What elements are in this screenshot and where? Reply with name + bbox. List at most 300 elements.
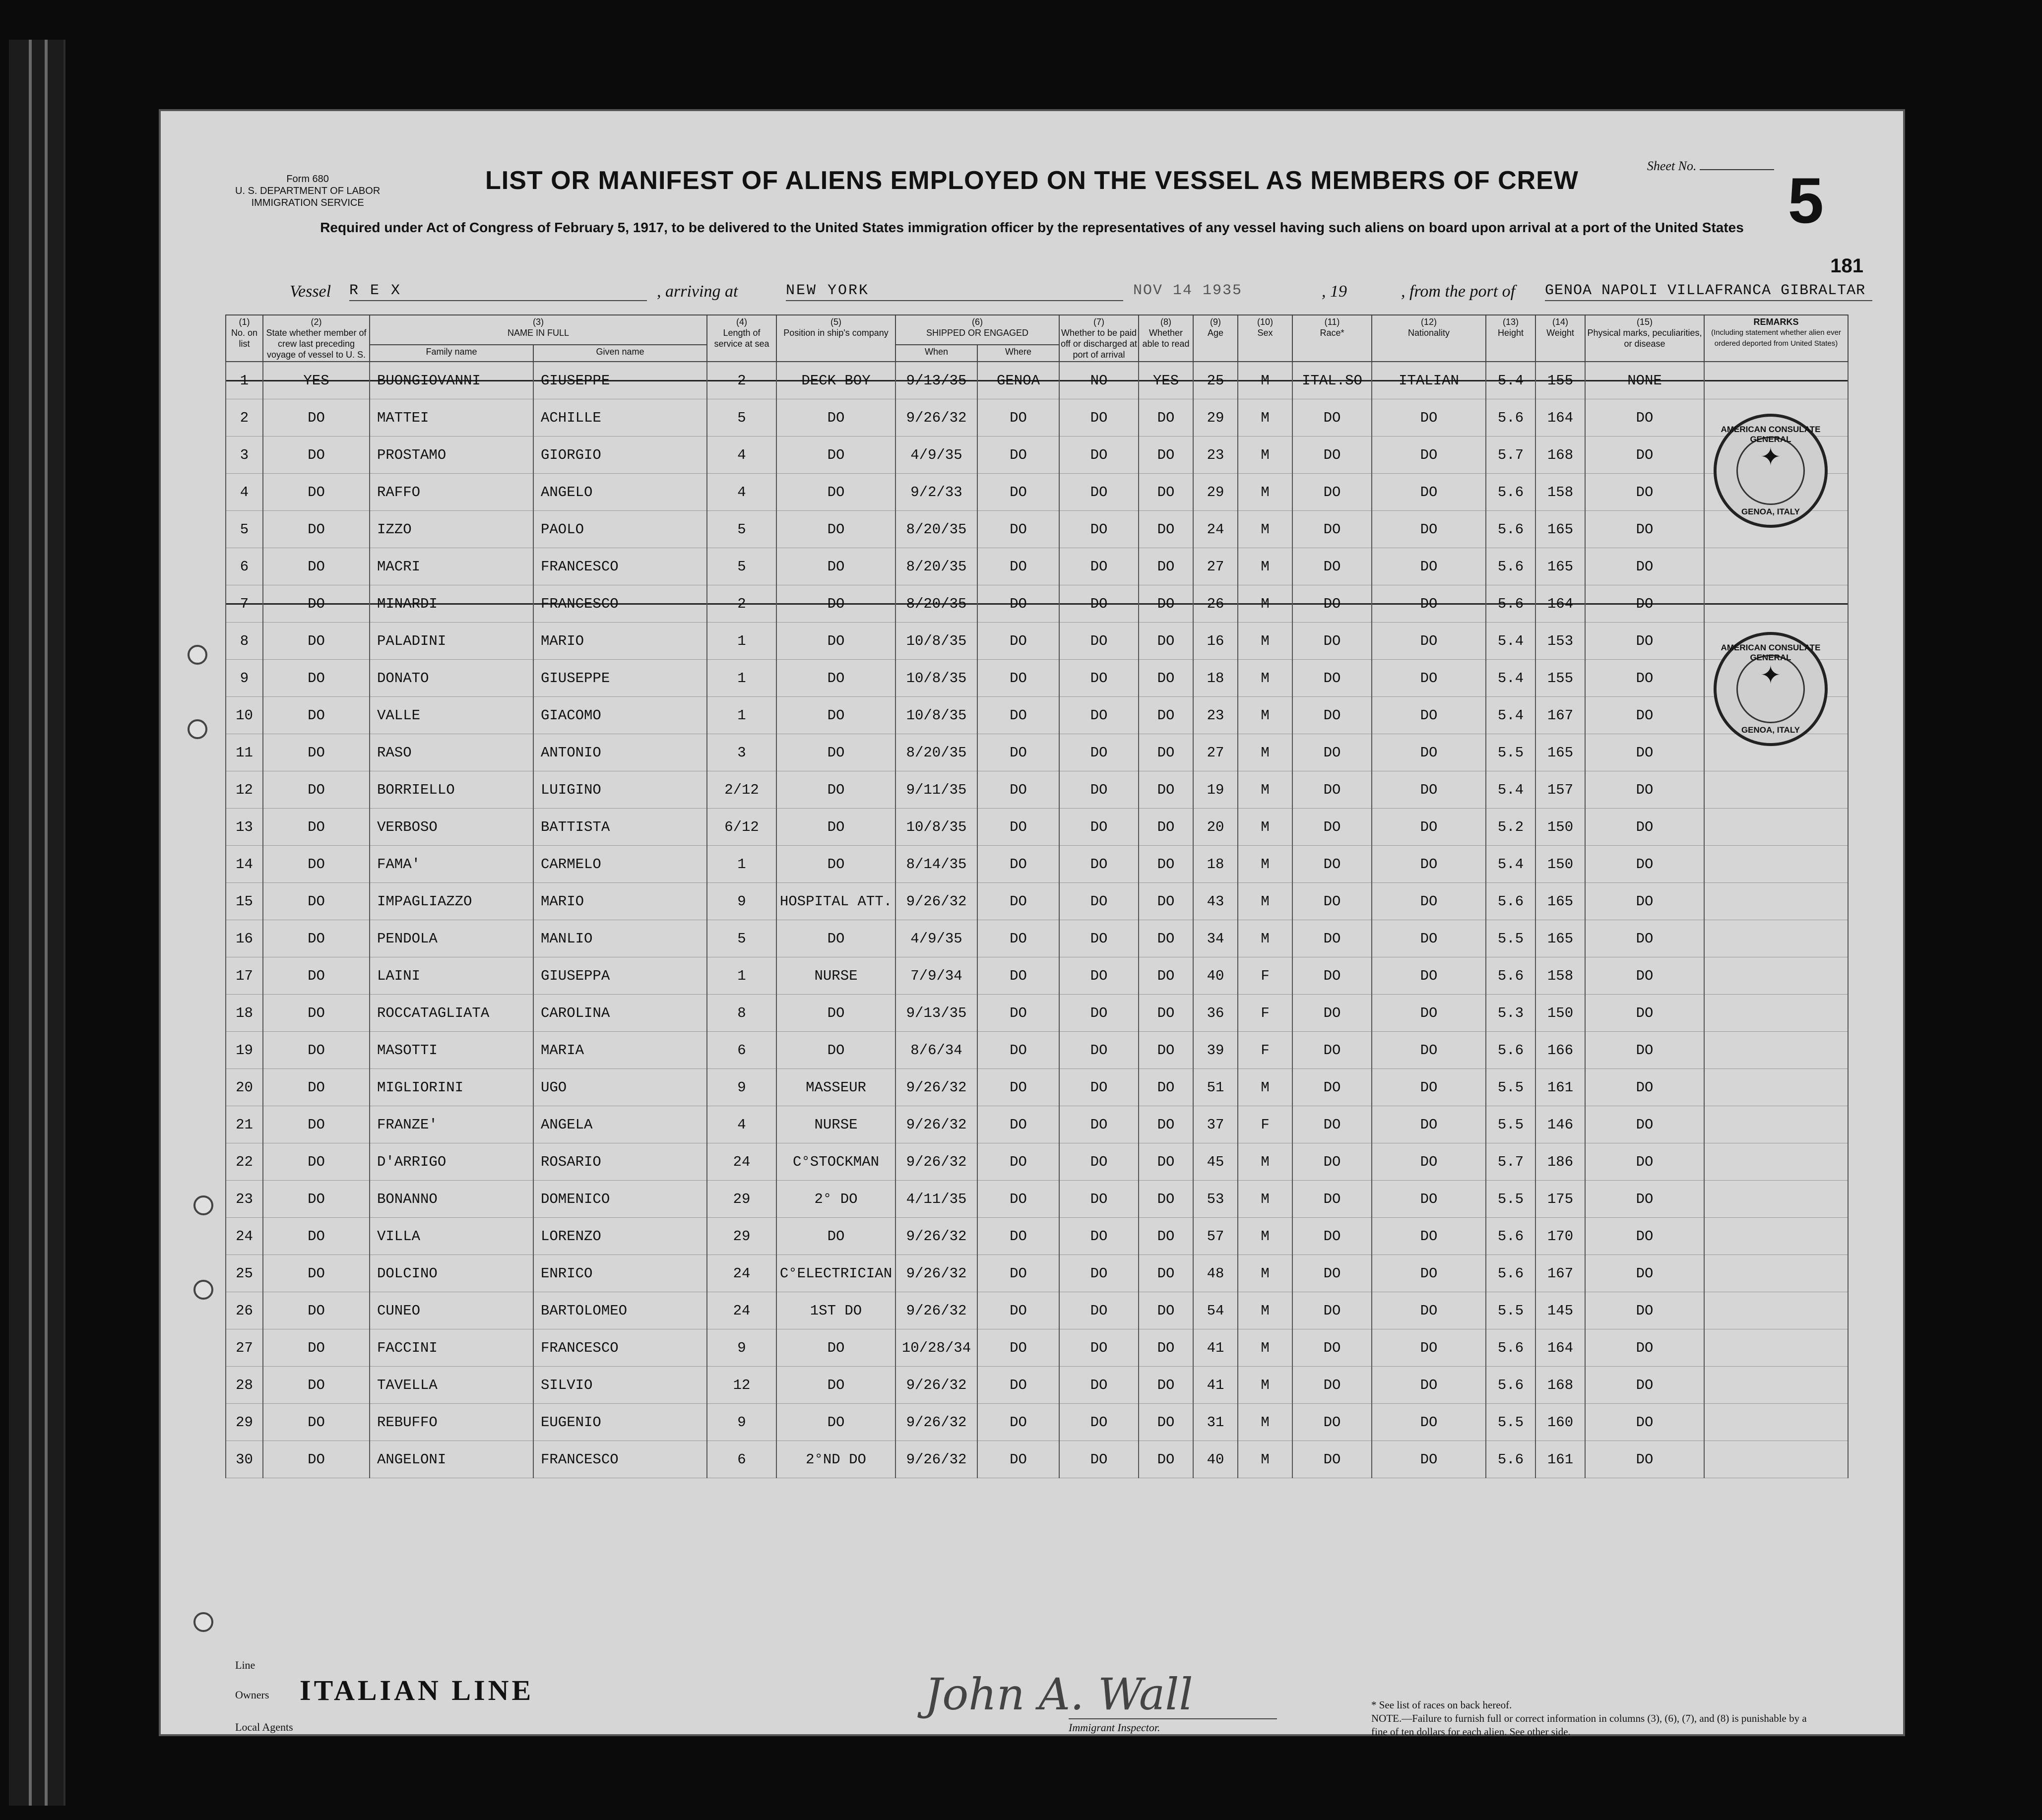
height-cell: 5.6: [1486, 585, 1535, 623]
table-row: [226, 734, 1848, 771]
previous-voyage-cell: DO: [263, 548, 370, 585]
remarks-cell: [1704, 1367, 1848, 1404]
table-row: [226, 846, 1848, 883]
race-cell: DO: [1292, 995, 1372, 1032]
shipped-when-cell: 9/13/35: [895, 362, 977, 399]
paid-off-cell: DO: [1059, 1143, 1139, 1181]
sex-cell: M: [1238, 1367, 1292, 1404]
table-row: [226, 1143, 1848, 1181]
position-cell: DO: [776, 511, 895, 548]
sheet-number-label: Sheet No.: [1647, 159, 1774, 174]
family-name-cell: DOLCINO: [370, 1255, 533, 1292]
previous-voyage-cell: DO: [263, 1367, 370, 1404]
service-length-cell: 8: [707, 995, 776, 1032]
service-length-cell: 5: [707, 399, 776, 437]
weight-cell: 161: [1535, 1441, 1585, 1478]
height-cell: 5.6: [1486, 511, 1535, 548]
given-name-cell: GIUSEPPA: [533, 957, 707, 995]
able-to-read-cell: DO: [1139, 883, 1193, 920]
service-length-cell: 9: [707, 1069, 776, 1106]
remarks-cell: [1704, 846, 1848, 883]
table-row: [226, 623, 1848, 660]
sex-cell: M: [1238, 1143, 1292, 1181]
age-cell: 23: [1193, 697, 1238, 734]
row-number-cell: 2: [226, 399, 263, 437]
row-number-cell: 19: [226, 1032, 263, 1069]
shipped-when-cell: 10/8/35: [895, 697, 977, 734]
shipped-where-cell: DO: [977, 883, 1059, 920]
paid-off-cell: DO: [1059, 1441, 1139, 1478]
previous-voyage-cell: DO: [263, 809, 370, 846]
age-cell: 48: [1193, 1255, 1238, 1292]
family-name-cell: TAVELLA: [370, 1367, 533, 1404]
shipped-where-cell: DO: [977, 846, 1059, 883]
paid-off-cell: DO: [1059, 1255, 1139, 1292]
service-length-cell: 24: [707, 1292, 776, 1329]
nationality-cell: DO: [1372, 585, 1486, 623]
able-to-read-cell: DO: [1139, 734, 1193, 771]
height-cell: 5.6: [1486, 474, 1535, 511]
shipped-when-cell: 8/20/35: [895, 548, 977, 585]
race-cell: DO: [1292, 1069, 1372, 1106]
col-position: (5) Position in ship's company: [776, 315, 895, 362]
position-cell: DO: [776, 1032, 895, 1069]
consulate-seal: AMERICAN CONSULATE GENERAL ✦ GENOA, ITALY: [1714, 414, 1828, 528]
family-name-cell: IZZO: [370, 511, 533, 548]
table-row: [226, 585, 1848, 623]
shipped-when-cell: 8/20/35: [895, 734, 977, 771]
table-row: [226, 362, 1848, 399]
inspector-signature: John A. Wall: [925, 1669, 1193, 1720]
shipped-when-cell: 10/28/34: [895, 1329, 977, 1367]
sex-cell: F: [1238, 957, 1292, 995]
sex-cell: M: [1238, 883, 1292, 920]
given-name-cell: UGO: [533, 1069, 707, 1106]
weight-cell: 158: [1535, 957, 1585, 995]
age-cell: 45: [1193, 1143, 1238, 1181]
service-length-cell: 12: [707, 1367, 776, 1404]
previous-voyage-cell: DO: [263, 437, 370, 474]
position-cell: NURSE: [776, 957, 895, 995]
height-cell: 5.4: [1486, 660, 1535, 697]
service-length-cell: 6/12: [707, 809, 776, 846]
row-number-cell: 5: [226, 511, 263, 548]
physical-marks-cell: DO: [1585, 920, 1704, 957]
previous-voyage-cell: DO: [263, 1255, 370, 1292]
height-cell: 5.4: [1486, 623, 1535, 660]
remarks-cell: [1704, 1329, 1848, 1367]
position-cell: DO: [776, 660, 895, 697]
service-length-cell: 1: [707, 660, 776, 697]
nationality-cell: DO: [1372, 1367, 1486, 1404]
previous-voyage-cell: DO: [263, 1032, 370, 1069]
shipped-when-cell: 9/26/32: [895, 399, 977, 437]
weight-cell: 165: [1535, 920, 1585, 957]
service-length-cell: 2: [707, 362, 776, 399]
shipped-when-cell: 8/6/34: [895, 1032, 977, 1069]
weight-cell: 164: [1535, 585, 1585, 623]
shipped-where-cell: DO: [977, 734, 1059, 771]
col-race: (11) Race*: [1292, 315, 1372, 362]
physical-marks-cell: DO: [1585, 1255, 1704, 1292]
shipped-where-cell: DO: [977, 957, 1059, 995]
height-cell: 5.6: [1486, 1255, 1535, 1292]
remarks-cell: [1704, 809, 1848, 846]
physical-marks-cell: DO: [1585, 1367, 1704, 1404]
sex-cell: M: [1238, 548, 1292, 585]
race-cell: DO: [1292, 1404, 1372, 1441]
paid-off-cell: DO: [1059, 548, 1139, 585]
position-cell: DO: [776, 920, 895, 957]
sex-cell: M: [1238, 1329, 1292, 1367]
remarks-cell: [1704, 883, 1848, 920]
position-cell: DO: [776, 995, 895, 1032]
shipped-when-cell: 9/26/32: [895, 883, 977, 920]
given-name-cell: DOMENICO: [533, 1181, 707, 1218]
paid-off-cell: DO: [1059, 511, 1139, 548]
able-to-read-cell: DO: [1139, 1181, 1193, 1218]
race-cell: DO: [1292, 548, 1372, 585]
nationality-cell: DO: [1372, 1292, 1486, 1329]
given-name-cell: FRANCESCO: [533, 548, 707, 585]
able-to-read-cell: DO: [1139, 1329, 1193, 1367]
col-sex: (10) Sex: [1238, 315, 1292, 362]
able-to-read-cell: DO: [1139, 1069, 1193, 1106]
remarks-cell: [1704, 1292, 1848, 1329]
position-cell: 1ST DO: [776, 1292, 895, 1329]
shipped-when-cell: 9/26/32: [895, 1106, 977, 1143]
family-name-cell: BONANNO: [370, 1181, 533, 1218]
shipped-where-cell: DO: [977, 771, 1059, 809]
punch-hole: [188, 645, 207, 665]
shipped-when-cell: 9/11/35: [895, 771, 977, 809]
service-length-cell: 6: [707, 1441, 776, 1478]
shipped-where-cell: DO: [977, 1181, 1059, 1218]
row-number-cell: 27: [226, 1329, 263, 1367]
table-row: [226, 1069, 1848, 1106]
position-cell: C°ELECTRICIAN: [776, 1255, 895, 1292]
form-number: Form 680 U. S. DEPARTMENT OF LABOR IMMIGRATION SERVICE: [235, 174, 381, 208]
sex-cell: M: [1238, 846, 1292, 883]
weight-cell: 166: [1535, 1032, 1585, 1069]
page-number: 181: [1830, 255, 1863, 277]
weight-cell: 165: [1535, 883, 1585, 920]
physical-marks-cell: NONE: [1585, 362, 1704, 399]
shipped-when-cell: 8/20/35: [895, 585, 977, 623]
row-number-cell: 20: [226, 1069, 263, 1106]
weight-cell: 168: [1535, 437, 1585, 474]
able-to-read-cell: DO: [1139, 399, 1193, 437]
age-cell: 19: [1193, 771, 1238, 809]
able-to-read-cell: DO: [1139, 585, 1193, 623]
height-cell: 5.2: [1486, 809, 1535, 846]
table-row: [226, 1441, 1848, 1478]
position-cell: DO: [776, 771, 895, 809]
table-row: [226, 399, 1848, 437]
shipped-where-cell: DO: [977, 1106, 1059, 1143]
remarks-cell: [1704, 1143, 1848, 1181]
col-where: Where: [977, 345, 1059, 362]
row-number-cell: 21: [226, 1106, 263, 1143]
shipped-when-cell: 9/13/35: [895, 995, 977, 1032]
given-name-cell: MANLIO: [533, 920, 707, 957]
nationality-cell: DO: [1372, 883, 1486, 920]
able-to-read-cell: DO: [1139, 1292, 1193, 1329]
owner-stamp: ITALIAN LINE: [300, 1674, 534, 1706]
given-name-cell: FRANCESCO: [533, 1441, 707, 1478]
family-name-cell: ROCCATAGLIATA: [370, 995, 533, 1032]
col-name: (3) NAME IN FULL: [370, 315, 707, 345]
nationality-cell: DO: [1372, 1106, 1486, 1143]
col-age: (9) Age: [1193, 315, 1238, 362]
shipped-when-cell: 4/9/35: [895, 920, 977, 957]
able-to-read-cell: DO: [1139, 1404, 1193, 1441]
service-length-cell: 1: [707, 623, 776, 660]
shipped-when-cell: 10/8/35: [895, 623, 977, 660]
paid-off-cell: DO: [1059, 771, 1139, 809]
service-length-cell: 2/12: [707, 771, 776, 809]
physical-marks-cell: DO: [1585, 1069, 1704, 1106]
family-name-cell: VALLE: [370, 697, 533, 734]
height-cell: 5.6: [1486, 1329, 1535, 1367]
paid-off-cell: DO: [1059, 846, 1139, 883]
age-cell: 18: [1193, 660, 1238, 697]
remarks-cell: [1704, 1181, 1848, 1218]
position-cell: 2°ND DO: [776, 1441, 895, 1478]
able-to-read-cell: DO: [1139, 1143, 1193, 1181]
row-number-cell: 28: [226, 1367, 263, 1404]
able-to-read-cell: DO: [1139, 474, 1193, 511]
service-length-cell: 9: [707, 883, 776, 920]
nationality-cell: DO: [1372, 697, 1486, 734]
weight-cell: 153: [1535, 623, 1585, 660]
physical-marks-cell: DO: [1585, 437, 1704, 474]
race-cell: DO: [1292, 585, 1372, 623]
service-length-cell: 5: [707, 511, 776, 548]
previous-voyage-cell: DO: [263, 474, 370, 511]
height-cell: 5.5: [1486, 920, 1535, 957]
service-length-cell: 1: [707, 846, 776, 883]
age-cell: 23: [1193, 437, 1238, 474]
physical-marks-cell: DO: [1585, 1032, 1704, 1069]
local-agents-label: Local Agents: [235, 1721, 293, 1733]
paid-off-cell: DO: [1059, 697, 1139, 734]
inspector-label: Immigrant Inspector.: [1069, 1718, 1277, 1734]
consulate-seal: AMERICAN CONSULATE GENERAL ✦ GENOA, ITALY: [1714, 632, 1828, 746]
family-name-cell: MATTEI: [370, 399, 533, 437]
paid-off-cell: DO: [1059, 920, 1139, 957]
given-name-cell: MARIO: [533, 623, 707, 660]
sex-cell: M: [1238, 1181, 1292, 1218]
able-to-read-cell: DO: [1139, 1032, 1193, 1069]
paid-off-cell: DO: [1059, 623, 1139, 660]
race-cell: DO: [1292, 474, 1372, 511]
service-length-cell: 1: [707, 697, 776, 734]
age-cell: 40: [1193, 957, 1238, 995]
previous-voyage-cell: DO: [263, 1404, 370, 1441]
table-row: [226, 1329, 1848, 1367]
weight-cell: 158: [1535, 474, 1585, 511]
physical-marks-cell: DO: [1585, 1441, 1704, 1478]
physical-marks-cell: DO: [1585, 1143, 1704, 1181]
paid-off-cell: DO: [1059, 995, 1139, 1032]
able-to-read-cell: DO: [1139, 1106, 1193, 1143]
age-cell: 54: [1193, 1292, 1238, 1329]
weight-cell: 150: [1535, 846, 1585, 883]
weight-cell: 165: [1535, 511, 1585, 548]
remarks-cell: [1704, 1106, 1848, 1143]
footnotes: * See list of races on back hereof. NOTE.—Failure to furnish full or correct information in columns (3), (6), (7), and (8) is punishable by a fine of ten dollars for each alien. See other side.: [1371, 1699, 1807, 1738]
shipped-where-cell: DO: [977, 437, 1059, 474]
height-cell: 5.4: [1486, 846, 1535, 883]
table-row: [226, 1181, 1848, 1218]
weight-cell: 160: [1535, 1404, 1585, 1441]
race-cell: DO: [1292, 1143, 1372, 1181]
height-cell: 5.4: [1486, 362, 1535, 399]
given-name-cell: GIORGIO: [533, 437, 707, 474]
physical-marks-cell: DO: [1585, 1181, 1704, 1218]
age-cell: 26: [1193, 585, 1238, 623]
previous-voyage-cell: DO: [263, 697, 370, 734]
race-cell: DO: [1292, 957, 1372, 995]
remarks-cell: [1704, 995, 1848, 1032]
arrival-port: NEW YORK: [786, 282, 1123, 301]
shipped-when-cell: 8/14/35: [895, 846, 977, 883]
row-number-cell: 25: [226, 1255, 263, 1292]
col-remarks: REMARKS (Including statement whether alien ever ordered deported from United States): [1704, 315, 1848, 362]
remarks-cell: [1704, 771, 1848, 809]
col-family-name: Family name: [370, 345, 533, 362]
shipped-where-cell: DO: [977, 809, 1059, 846]
sex-cell: M: [1238, 809, 1292, 846]
shipped-when-cell: 4/11/35: [895, 1181, 977, 1218]
position-cell: DO: [776, 623, 895, 660]
sex-cell: F: [1238, 995, 1292, 1032]
weight-cell: 175: [1535, 1181, 1585, 1218]
shipped-when-cell: 10/8/35: [895, 660, 977, 697]
weight-cell: 157: [1535, 771, 1585, 809]
service-length-cell: 2: [707, 585, 776, 623]
race-cell: DO: [1292, 771, 1372, 809]
remarks-cell: [1704, 1404, 1848, 1441]
family-name-cell: MACRI: [370, 548, 533, 585]
service-length-cell: 1: [707, 957, 776, 995]
binder-edge: [45, 40, 48, 1806]
weight-cell: 167: [1535, 1255, 1585, 1292]
row-number-cell: 11: [226, 734, 263, 771]
table-row: [226, 511, 1848, 548]
race-cell: DO: [1292, 883, 1372, 920]
binder-edge: [29, 40, 32, 1806]
age-cell: 18: [1193, 846, 1238, 883]
punch-hole: [193, 1612, 213, 1632]
shipped-where-cell: DO: [977, 1367, 1059, 1404]
physical-marks-cell: DO: [1585, 399, 1704, 437]
shipped-when-cell: 4/9/35: [895, 437, 977, 474]
physical-marks-cell: DO: [1585, 697, 1704, 734]
able-to-read-cell: DO: [1139, 1441, 1193, 1478]
previous-voyage-cell: YES: [263, 362, 370, 399]
row-number-cell: 4: [226, 474, 263, 511]
able-to-read-cell: DO: [1139, 1218, 1193, 1255]
remarks-cell: [1704, 362, 1848, 399]
col-paid-off: (7) Whether to be paid off or discharged at port of arrival: [1059, 315, 1139, 362]
able-to-read-cell: DO: [1139, 995, 1193, 1032]
able-to-read-cell: DO: [1139, 437, 1193, 474]
shipped-when-cell: 9/2/33: [895, 474, 977, 511]
col-given-name: Given name: [533, 345, 707, 362]
given-name-cell: LORENZO: [533, 1218, 707, 1255]
physical-marks-cell: DO: [1585, 511, 1704, 548]
sex-cell: M: [1238, 362, 1292, 399]
age-cell: 43: [1193, 883, 1238, 920]
weight-cell: 164: [1535, 1329, 1585, 1367]
manifest-sheet: Form 680 U. S. DEPARTMENT OF LABOR IMMIGRATION SERVICE Sheet No. 5 LIST OR MANIFEST OF ALIENS EMPLOYED ON THE VESSEL AS MEMBERS OF CREW Required under Act of Congress of February 5, 1917, to be delivered to the United States immigration officer by the representatives of any vessel having such aliens on board upon arrival at a port of the United States 181 Vessel R E X , arriving at NEW YORK NOV 14 1935 , 19 , from the port of GENOA NAPOLI VILLAFRANCA GIBRALTAR (1) No. on list (2) State whether member of crew last preceding voyage of vessel to U. S. (3) NAME IN FULL (4) Length of service at sea (5) Position in ship's company (6) SHIPPED OR ENGAGED (7) Whether to be paid off or discharged at port of arrival (8) Whether able to read (9) Age (10) Sex (11) Race* (12) Nationality (13) Height (14) Weight (15) Physical marks, peculiarities, or disease REMARKS (Including statement whether alien ever ordered deported from United States) Family name Given name When Where 1 YES BUONGIOVANNI GIUSEPPE 2 DECK BOY 9/13/35 GENOA NO YES 25 M ITAL.SO ITALIAN 5.4 155 NONE 2 DO MATTEI ACHILLE 5 DO 9/26/32 DO DO DO 29 M DO DO 5.6 164 DO 3 DO PROSTAMO GIORGIO 4 DO 4/9/35 DO DO DO 23 M DO DO 5.7 168 DO 4 DO RAFFO ANGELO 4 DO 9/2/33 DO DO DO 29 M DO DO 5.6 158 DO 5 DO IZZO PAOLO 5 DO 8/20/35 DO DO DO 24 M DO DO 5.6 165 DO 6 DO MACRI FRANCESCO 5 DO 8/20/35 DO DO DO 27 M DO DO 5.6 165 DO 7 DO MINARDI FRANCESCO 2 DO 8/20/35 DO DO DO 26 M DO DO 5.6 164 DO 8 DO PALADINI MARIO 1 DO 10/8/35 DO DO DO 16 M DO DO 5.4 153 DO 9 DO DONATO GIUSEPPE 1 DO 10/8/35 DO DO DO 18 M DO DO 5.4 155 DO 10 DO VALLE GIACOMO 1 DO 10/8/35 DO DO DO 23 M DO DO 5.4 167 DO 11 DO RASO ANTONIO 3 DO 8/20/35 DO DO DO 27 M DO DO 5.5 165 DO 12 DO BORRIELLO LUIGINO 2/12 DO 9/11/35 DO DO DO 19 M DO DO 5.4 157 DO 13 DO VERBOSO BATTISTA 6/12 DO 10/8/35 DO DO DO 20 M DO DO 5.2 150 DO 14 DO FAMA' CARMELO 1 DO 8/14/35 DO DO DO 18 M DO DO 5.4 150 DO 15 DO IMPAGLIAZZO MARIO 9 HOSPITAL ATT. 9/26/32 DO DO DO 43 M DO DO 5.6 165 DO 16 DO PENDOLA MANLIO 5 DO 4/9/35 DO DO DO 34 M DO DO 5.5 165 DO 17 DO LAINI GIUSEPPA 1 NURSE 7/9/34 DO DO DO 40 F DO DO 5.6 158 DO 18 DO ROCCATAGLIATA CAROLINA 8 DO 9/13/35 DO DO DO 36 F DO DO 5.3 150 DO 19 DO MASOTTI MARIA 6 DO 8/6/34 DO DO DO 39 F DO DO 5.6 166 DO 20 DO MIGLIORINI UGO 9 MASSEUR 9/26/32 DO DO DO 51 M DO DO 5.5 161 DO 21 DO FRANZE' ANGELA 4 NURSE 9/26/32 DO DO DO 37 F DO DO 5.5 146 DO 22 DO D'ARRIGO ROSARIO 24 C°STOCKMAN 9/26/32 DO DO DO 45 M DO DO 5.7 186 DO 23 DO BONANNO DOMENICO 29 2° DO 4/11/35 DO DO DO 53 M DO DO 5.5 175 DO 24 DO VILLA LORENZO 29 DO 9/26/32 DO DO DO 57 M DO DO 5.6 170 DO 25 DO DOLCINO ENRICO 24 C°ELECTRICIAN 9/26/32 DO DO DO 48 M DO DO 5.6 167 DO 26 DO CUNEO BARTOLOMEO 24 1ST DO 9/26/32 DO DO DO 54 M DO DO 5.5 145 DO 27 DO FACCINI FRANCESCO 9 DO 10/28/34 DO DO DO 41 M DO DO 5.6 164 DO 28 DO TAVELLA SILVIO 12 DO 9/26/32 DO DO DO 41 M DO DO 5.6 168 DO 29 DO REBUFFO EUGENIO 9 DO 9/26/32 DO DO DO 31 M DO DO 5.5 160 DO 30 DO ANGELONI FRANCESCO 6 2°ND DO 9/26/32 DO DO DO 40 M DO DO 5.6 161 DO AMERICAN CONSULATE GENERAL ✦ GENOA, ITALY AMERICAN CONSULATE GENERAL ✦ GENOA, ITALY Line Owners Local Agents ITALIAN LINE John A. Wall Immigrant Inspector. * See list of races on back hereof. NOTE.—Failure to furnish full or correct information in columns (3), (6), (7), and (8) is punishable by a fine of ten dollars for each alien. See other side.: [159, 109, 1905, 1736]
punch-hole: [193, 1195, 213, 1215]
family-name-cell: MASOTTI: [370, 1032, 533, 1069]
shipped-where-cell: DO: [977, 1292, 1059, 1329]
crew-manifest-table: [225, 314, 1849, 1478]
shipped-when-cell: 7/9/34: [895, 957, 977, 995]
sex-cell: M: [1238, 399, 1292, 437]
race-cell: DO: [1292, 1032, 1372, 1069]
row-number-cell: 6: [226, 548, 263, 585]
paid-off-cell: NO: [1059, 362, 1139, 399]
age-cell: 41: [1193, 1367, 1238, 1404]
sex-cell: M: [1238, 697, 1292, 734]
table-row: [226, 1292, 1848, 1329]
able-to-read-cell: DO: [1139, 771, 1193, 809]
sex-cell: M: [1238, 585, 1292, 623]
service-length-cell: 9: [707, 1404, 776, 1441]
family-name-cell: REBUFFO: [370, 1404, 533, 1441]
service-length-cell: 5: [707, 548, 776, 585]
race-cell: DO: [1292, 1218, 1372, 1255]
physical-marks-cell: DO: [1585, 809, 1704, 846]
remarks-cell: [1704, 1441, 1848, 1478]
previous-voyage-cell: DO: [263, 585, 370, 623]
height-cell: 5.4: [1486, 697, 1535, 734]
weight-cell: 155: [1535, 362, 1585, 399]
physical-marks-cell: DO: [1585, 846, 1704, 883]
row-number-cell: 9: [226, 660, 263, 697]
row-number-cell: 22: [226, 1143, 263, 1181]
table-row: [226, 1255, 1848, 1292]
given-name-cell: BARTOLOMEO: [533, 1292, 707, 1329]
row-number-cell: 14: [226, 846, 263, 883]
shipped-when-cell: 10/8/35: [895, 809, 977, 846]
nationality-cell: DO: [1372, 1032, 1486, 1069]
position-cell: DO: [776, 585, 895, 623]
age-cell: 24: [1193, 511, 1238, 548]
weight-cell: 150: [1535, 809, 1585, 846]
given-name-cell: FRANCESCO: [533, 1329, 707, 1367]
nationality-cell: DO: [1372, 1441, 1486, 1478]
family-name-cell: PROSTAMO: [370, 437, 533, 474]
given-name-cell: ANGELA: [533, 1106, 707, 1143]
family-name-cell: RAFFO: [370, 474, 533, 511]
paid-off-cell: DO: [1059, 734, 1139, 771]
family-name-cell: PALADINI: [370, 623, 533, 660]
shipped-when-cell: 9/26/32: [895, 1255, 977, 1292]
col-previous-voyage: (2) State whether member of crew last preceding voyage of vessel to U. S.: [263, 315, 370, 362]
shipped-where-cell: DO: [977, 1255, 1059, 1292]
table-row: [226, 1218, 1848, 1255]
previous-voyage-cell: DO: [263, 1106, 370, 1143]
shipped-where-cell: DO: [977, 474, 1059, 511]
row-number-cell: 8: [226, 623, 263, 660]
height-cell: 5.6: [1486, 1218, 1535, 1255]
